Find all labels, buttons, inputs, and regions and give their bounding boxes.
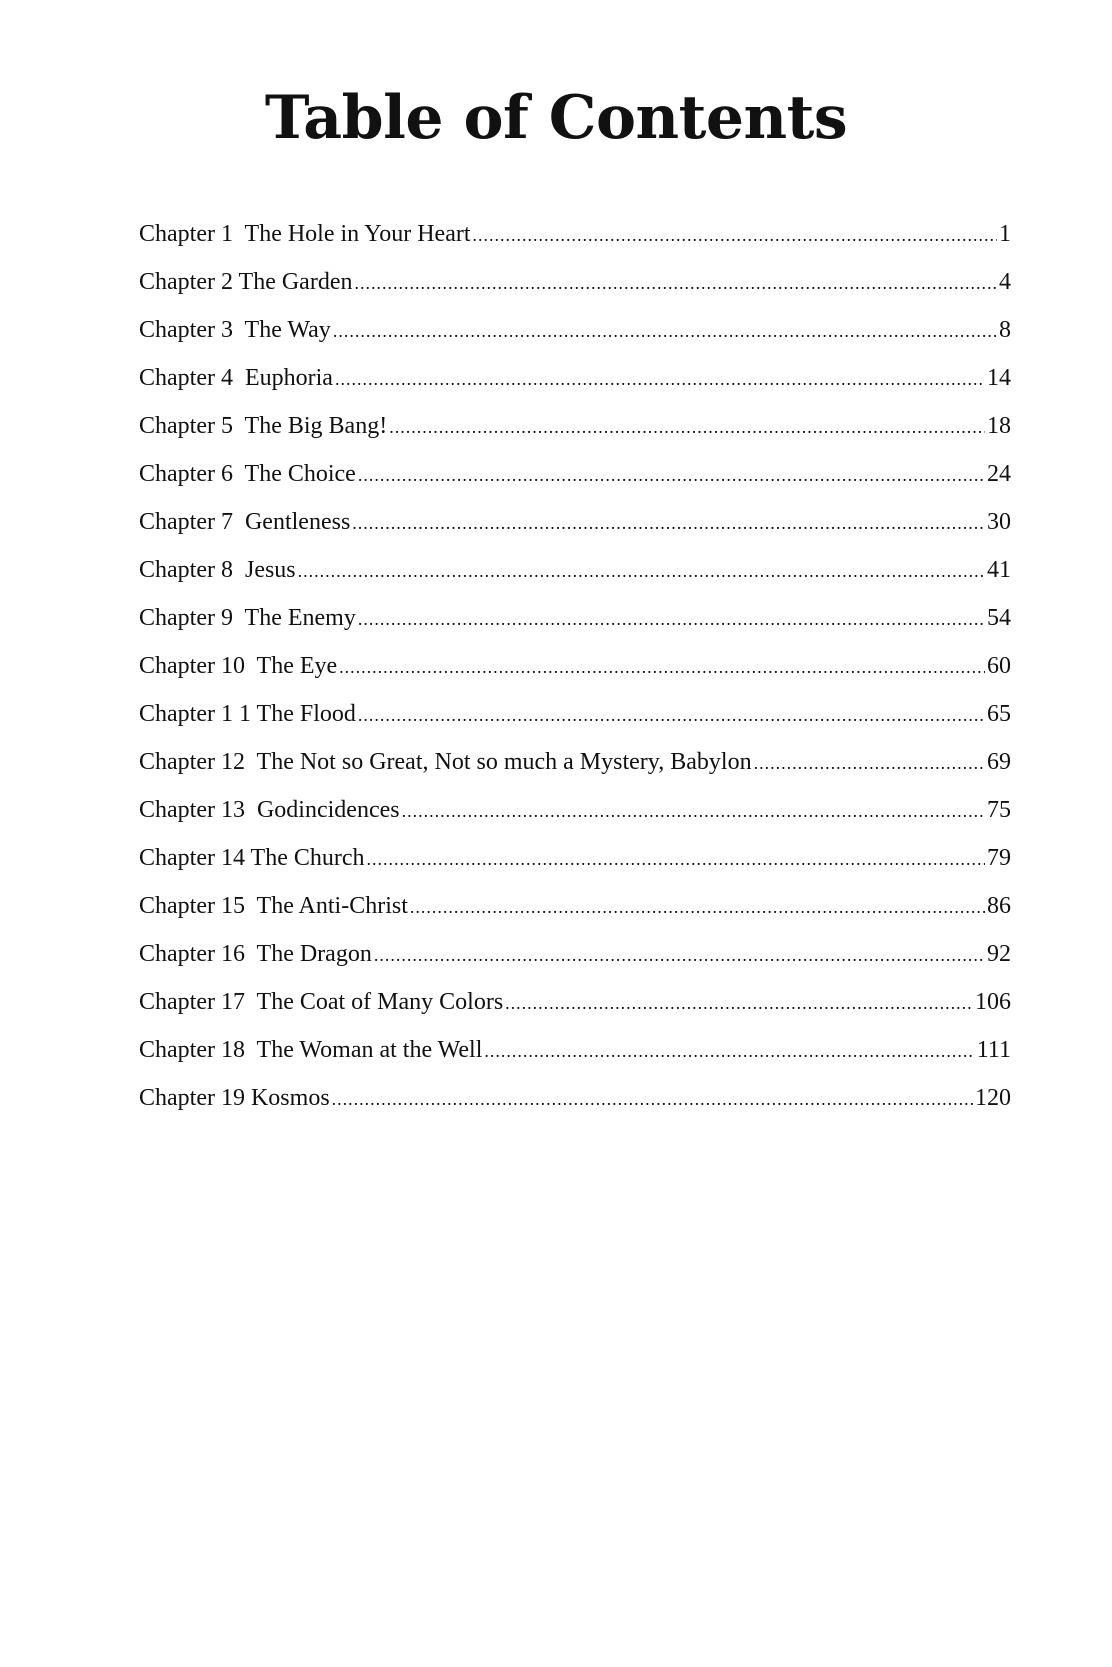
toc-entry-page-number: 14 [987, 365, 1011, 391]
toc-entry-page-number: 69 [987, 749, 1011, 775]
toc-entry[interactable] [139, 882, 1011, 930]
toc-entry-label: Chapter 7 Gentleness [139, 509, 351, 535]
toc-dot-leader [332, 1075, 973, 1123]
toc-entry-label: Chapter 1 The Hole in Your Heart [139, 221, 471, 247]
toc-dot-leader [505, 979, 973, 1027]
toc-entry-page-number: 75 [987, 797, 1011, 823]
toc-dot-leader [358, 451, 985, 499]
toc-entry[interactable] [139, 786, 1011, 834]
toc-entry-page-number: 18 [987, 413, 1011, 439]
toc-dot-leader [352, 499, 985, 547]
toc-entry-page-number: 120 [975, 1085, 1011, 1111]
toc-dot-leader [339, 643, 985, 691]
toc-entry-page-number: 4 [999, 269, 1011, 295]
table-of-contents [139, 210, 1011, 1122]
toc-entry-page-number: 54 [987, 605, 1011, 631]
toc-entry-label: Chapter 12 The Not so Great, Not so much a Mystery, Babylon [139, 749, 752, 775]
toc-entry-label: Chapter 3 The Way [139, 317, 331, 343]
toc-dot-leader [367, 835, 985, 883]
toc-entry-page-number: 79 [987, 845, 1011, 871]
toc-entry-page-number: 106 [975, 989, 1011, 1015]
toc-entry[interactable] [139, 306, 1011, 354]
toc-entry-label: Chapter 16 The Dragon [139, 941, 372, 967]
toc-entry-page-number: 60 [987, 653, 1011, 679]
toc-entry-label: Chapter 10 The Eye [139, 653, 338, 679]
toc-entry[interactable] [139, 834, 1011, 882]
toc-entry-page-number: 86 [987, 893, 1011, 919]
toc-entry-label: Chapter 4 Euphoria [139, 365, 333, 391]
toc-entry[interactable] [139, 450, 1011, 498]
toc-dot-leader [484, 1027, 974, 1075]
toc-dot-leader [358, 595, 985, 643]
toc-entry-label: Chapter 9 The Enemy [139, 605, 356, 631]
toc-entry-page-number: 41 [987, 557, 1011, 583]
toc-dot-leader [374, 931, 985, 979]
toc-entry-label: Chapter 2 The Garden [139, 269, 353, 295]
toc-entry[interactable] [139, 594, 1011, 642]
toc-entry-page-number: 8 [999, 317, 1011, 343]
toc-entry[interactable] [139, 258, 1011, 306]
toc-entry[interactable] [139, 354, 1011, 402]
toc-dot-leader [358, 691, 985, 739]
toc-dot-leader [354, 259, 997, 307]
toc-entry[interactable] [139, 1026, 1011, 1074]
toc-entry-page-number: 111 [976, 1037, 1011, 1063]
toc-entry-page-number: 30 [987, 509, 1011, 535]
toc-entry-page-number: 1 [999, 221, 1011, 247]
toc-entry[interactable] [139, 930, 1011, 978]
page-title: Table of Contents [264, 83, 848, 153]
toc-entry[interactable] [139, 690, 1011, 738]
toc-dot-leader [402, 787, 985, 835]
toc-entry[interactable] [139, 642, 1011, 690]
toc-entry-label: Chapter 18 The Woman at the Well [139, 1037, 483, 1063]
toc-dot-leader [754, 739, 985, 787]
toc-entry[interactable] [139, 402, 1011, 450]
toc-entry-label: Chapter 8 Jesus [139, 557, 296, 583]
toc-entry[interactable] [139, 546, 1011, 594]
toc-entry-page-number: 92 [987, 941, 1011, 967]
toc-entry-label: Chapter 14 The Church [139, 845, 365, 871]
toc-dot-leader [335, 355, 985, 403]
toc-dot-leader [333, 307, 997, 355]
toc-entry-label: Chapter 15 The Anti-Christ [139, 893, 408, 919]
toc-dot-leader [298, 547, 985, 595]
toc-entry-page-number: 65 [987, 701, 1011, 727]
toc-entry[interactable] [139, 1074, 1011, 1122]
toc-entry-label: Chapter 13 Godincidences [139, 797, 400, 823]
toc-entry[interactable] [139, 498, 1011, 546]
toc-entry-label: Chapter 19 Kosmos [139, 1085, 330, 1111]
toc-dot-leader [410, 883, 985, 931]
toc-entry[interactable] [139, 978, 1011, 1026]
toc-dot-leader [389, 403, 985, 451]
toc-entry-label: Chapter 6 The Choice [139, 461, 356, 487]
toc-entry-label: Chapter 5 The Big Bang! [139, 413, 388, 439]
toc-entry-page-number: 24 [987, 461, 1011, 487]
toc-dot-leader [473, 211, 998, 259]
toc-entry-label: Chapter 1 1 The Flood [139, 701, 356, 727]
toc-entry[interactable] [139, 210, 1011, 258]
toc-entry-label: Chapter 17 The Coat of Many Colors [139, 989, 504, 1015]
toc-entry[interactable] [139, 738, 1011, 786]
